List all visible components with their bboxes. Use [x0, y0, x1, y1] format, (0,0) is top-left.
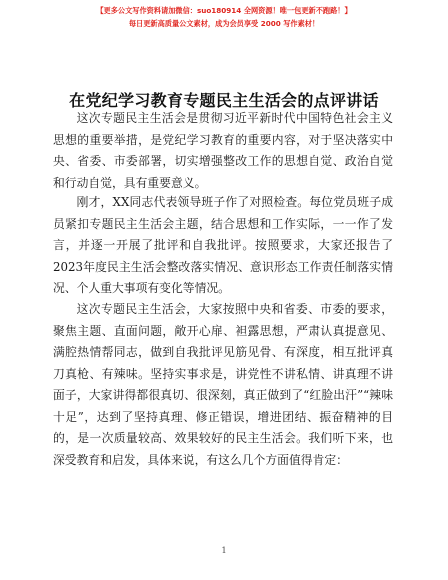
promo-banner	[0, 4, 448, 30]
paragraph-3-text: 这次专题民主生活会，大家按照中央和省委、市委的要求，聚焦主题、直面问题，敞开心扉、袒露思想，严肃认真提意见、满腔热情帮同志，做到自我批评见筋见骨、有深度，相互批评真刀真枪、有辣味。坚持实事求是，讲党性不讲私情、讲真理不讲面子，大家讲得都很真切、很深刻，真正做到了“红脸出汗”“辣味十足”，达到了坚持真理、修正错误，增进团结、振奋精神的目的，是一次质量较高、效果较好的民主生活会。我们听下来，也深受教育和启发，具体来说，有这么几个方面值得肯定：	[53, 302, 393, 467]
paragraph-2-text: 刚才，XX同志代表领导班子作了对照检查。每位党员班子成员紧扣专题民主生活会主题，结合思想和工作实际，一一作了发言，并逐一开展了批评和自我批评。按照要求，大家还报告了2023年度民主生活会整改落实情况、意识形态工作责任制落实情况、个人重大事项有变化等情况。	[53, 195, 393, 295]
document-title: 在党纪学习教育专题民主生活会的点评讲话	[69, 91, 379, 110]
paragraph-3	[53, 299, 393, 471]
promo-banner-line2: 每日更新高质量公文素材，成为会员享受 2000 写作素材！	[128, 19, 320, 28]
paragraph-2	[53, 192, 393, 300]
promo-banner-line1: 【更多公文写作资料请加微信：suo180914 全网资源！唯一包更新不跑路！】	[96, 6, 352, 15]
paragraph-1-text: 这次专题民主生活会是贯彻习近平新时代中国特色社会主义思想的重要举措，是党纪学习教育的重要内容，对于坚决落实中央、省委、市委部署，切实增强整改工作的思想自觉、政治自觉和行动自觉，具有重要意义。	[53, 111, 393, 190]
page-number: 1	[221, 546, 227, 555]
paragraph-1	[53, 108, 393, 194]
